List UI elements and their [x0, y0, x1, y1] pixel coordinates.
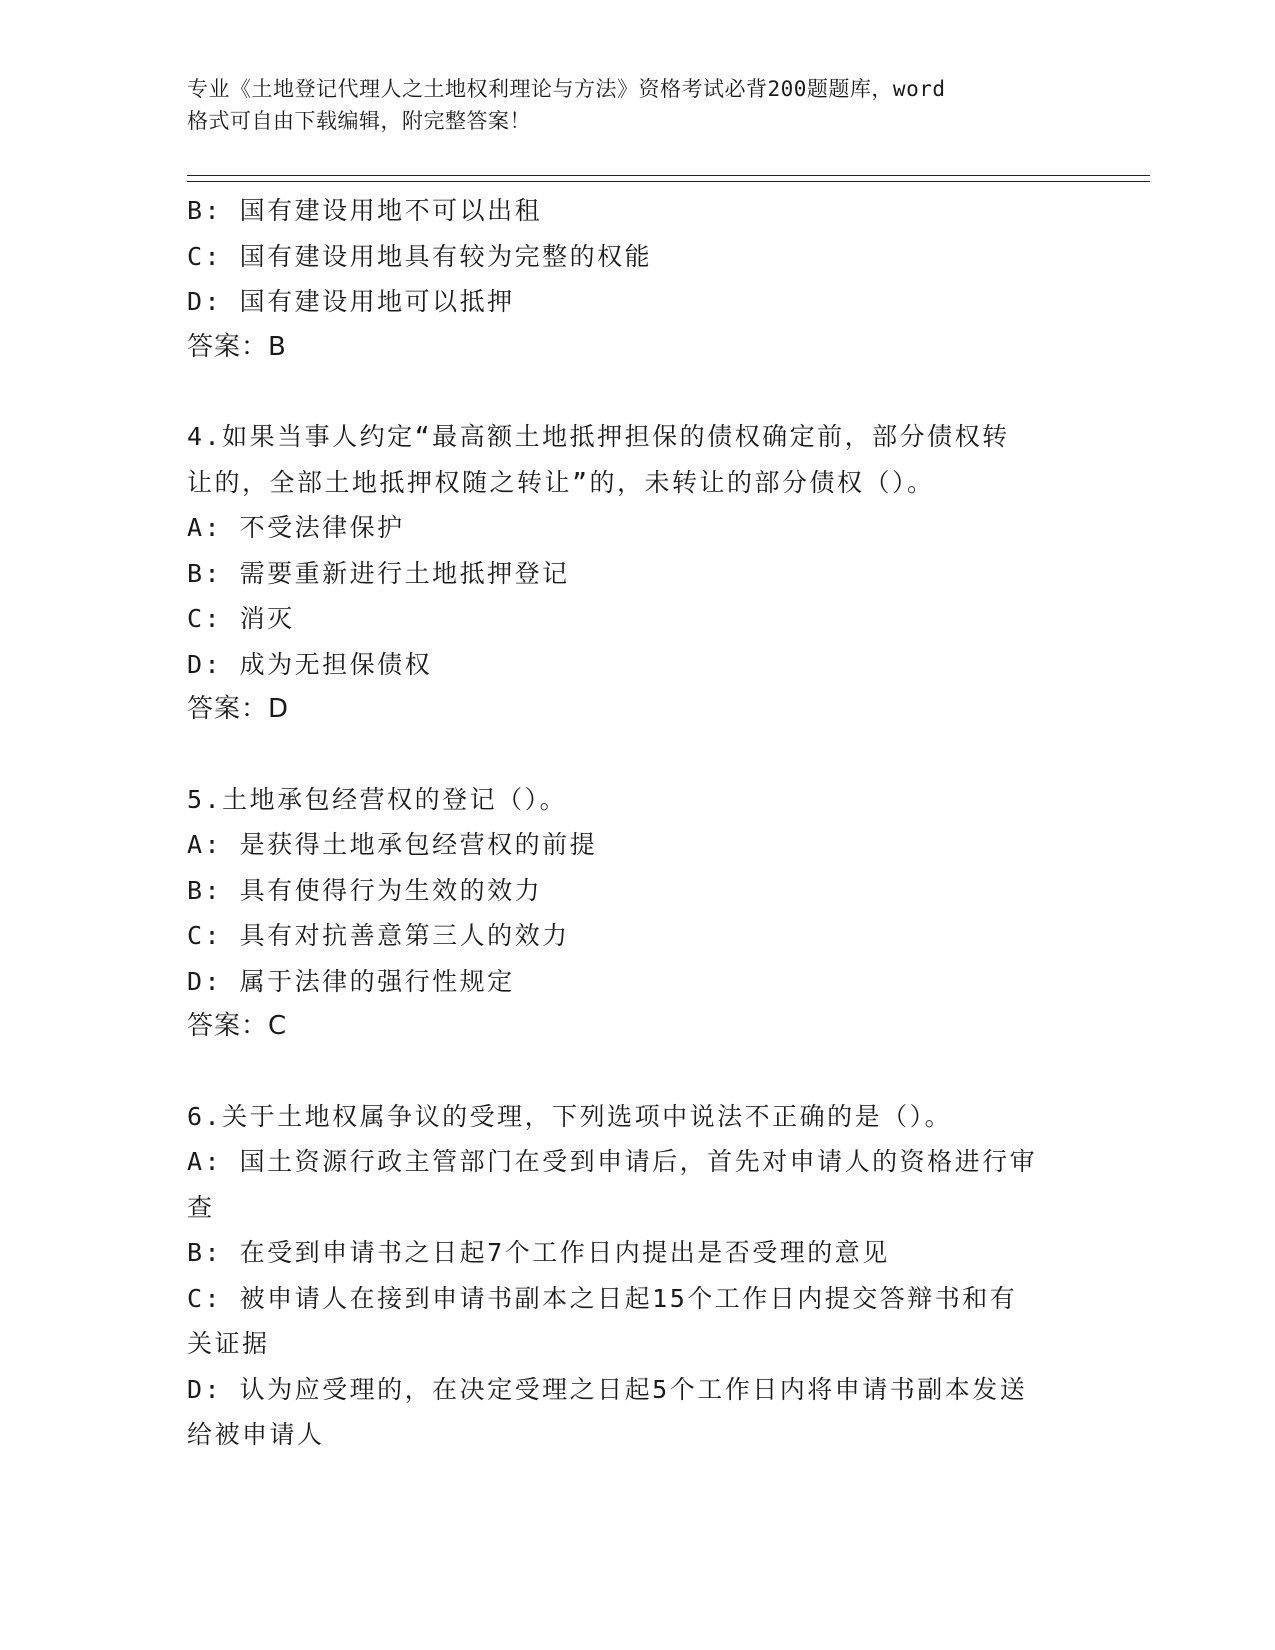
q4-option-d: D: 成为无担保债权 — [187, 649, 433, 679]
spacer — [187, 370, 1087, 414]
q3-option-b: B: 国有建设用地不可以出租 — [187, 196, 543, 225]
q4-stem-line-2: 让的，全部土地抵押权随之转让”的，未转让的部分债权（）。 — [187, 467, 935, 497]
spacer — [187, 1050, 1087, 1094]
q6-option-b: B: 在受到申请书之日起7个工作日内提出是否受理的意见 — [187, 1238, 890, 1267]
q3-answer: 答案：B — [187, 331, 287, 362]
document-body — [187, 188, 1087, 1458]
question-3-tail — [187, 188, 1087, 370]
q6-option-d-line-2: 给被申请人 — [187, 1420, 325, 1449]
header-divider-top — [187, 175, 1150, 176]
q5-option-b: B: 具有使得行为生效的效力 — [187, 875, 543, 905]
q6-option-a-line-2: 查 — [187, 1192, 215, 1222]
document-header — [187, 73, 1067, 137]
q3-option-d: D: 国有建设用地可以抵押 — [187, 287, 515, 316]
spacer — [187, 733, 1087, 777]
q4-option-b: B: 需要重新进行土地抵押登记 — [187, 558, 570, 588]
q5-option-a: A: 是获得土地承包经营权的前提 — [187, 830, 598, 859]
q6-option-c-line-1: C: 被申请人在接到申请书副本之日起15个工作日内提交答辩书和有 — [187, 1283, 1018, 1313]
q4-stem-line-1: 4.如果当事人约定“最高额土地抵押担保的债权确定前，部分债权转 — [187, 422, 1010, 451]
q6-option-d-line-1: D: 认为应受理的，在决定受理之日起5个工作日内将申请书副本发送 — [187, 1374, 1028, 1404]
q5-answer: 答案：C — [187, 1011, 288, 1041]
q5-option-c: C: 具有对抗善意第三人的效力 — [187, 921, 570, 950]
q3-option-c: C: 国有建设用地具有较为完整的权能 — [187, 241, 653, 271]
question-6 — [187, 1094, 1087, 1458]
q6-option-c-line-2: 关证据 — [187, 1329, 270, 1358]
question-5 — [187, 777, 1087, 1050]
q6-stem: 6.关于土地权属争议的受理，下列选项中说法不正确的是（）。 — [187, 1101, 953, 1131]
q4-option-c: C: 消灭 — [187, 604, 295, 633]
q6-option-a-line-1: A: 国土资源行政主管部门在受到申请后，首先对申请人的资格进行审 — [187, 1147, 1038, 1176]
q5-stem: 5.土地承包经营权的登记（）。 — [187, 784, 568, 814]
question-4 — [187, 414, 1087, 733]
q4-answer: 答案：D — [187, 694, 290, 724]
q4-option-a: A: 不受法律保护 — [187, 513, 405, 542]
header-line-2: 格式可自由下载编辑，附完整答案！ — [187, 109, 531, 133]
header-divider-bottom — [187, 181, 1150, 182]
header-line-1: 专业《土地登记代理人之土地权利理论与方法》资格考试必背200题题库，word — [187, 77, 946, 101]
q5-option-d: D: 属于法律的强行性规定 — [187, 966, 515, 996]
